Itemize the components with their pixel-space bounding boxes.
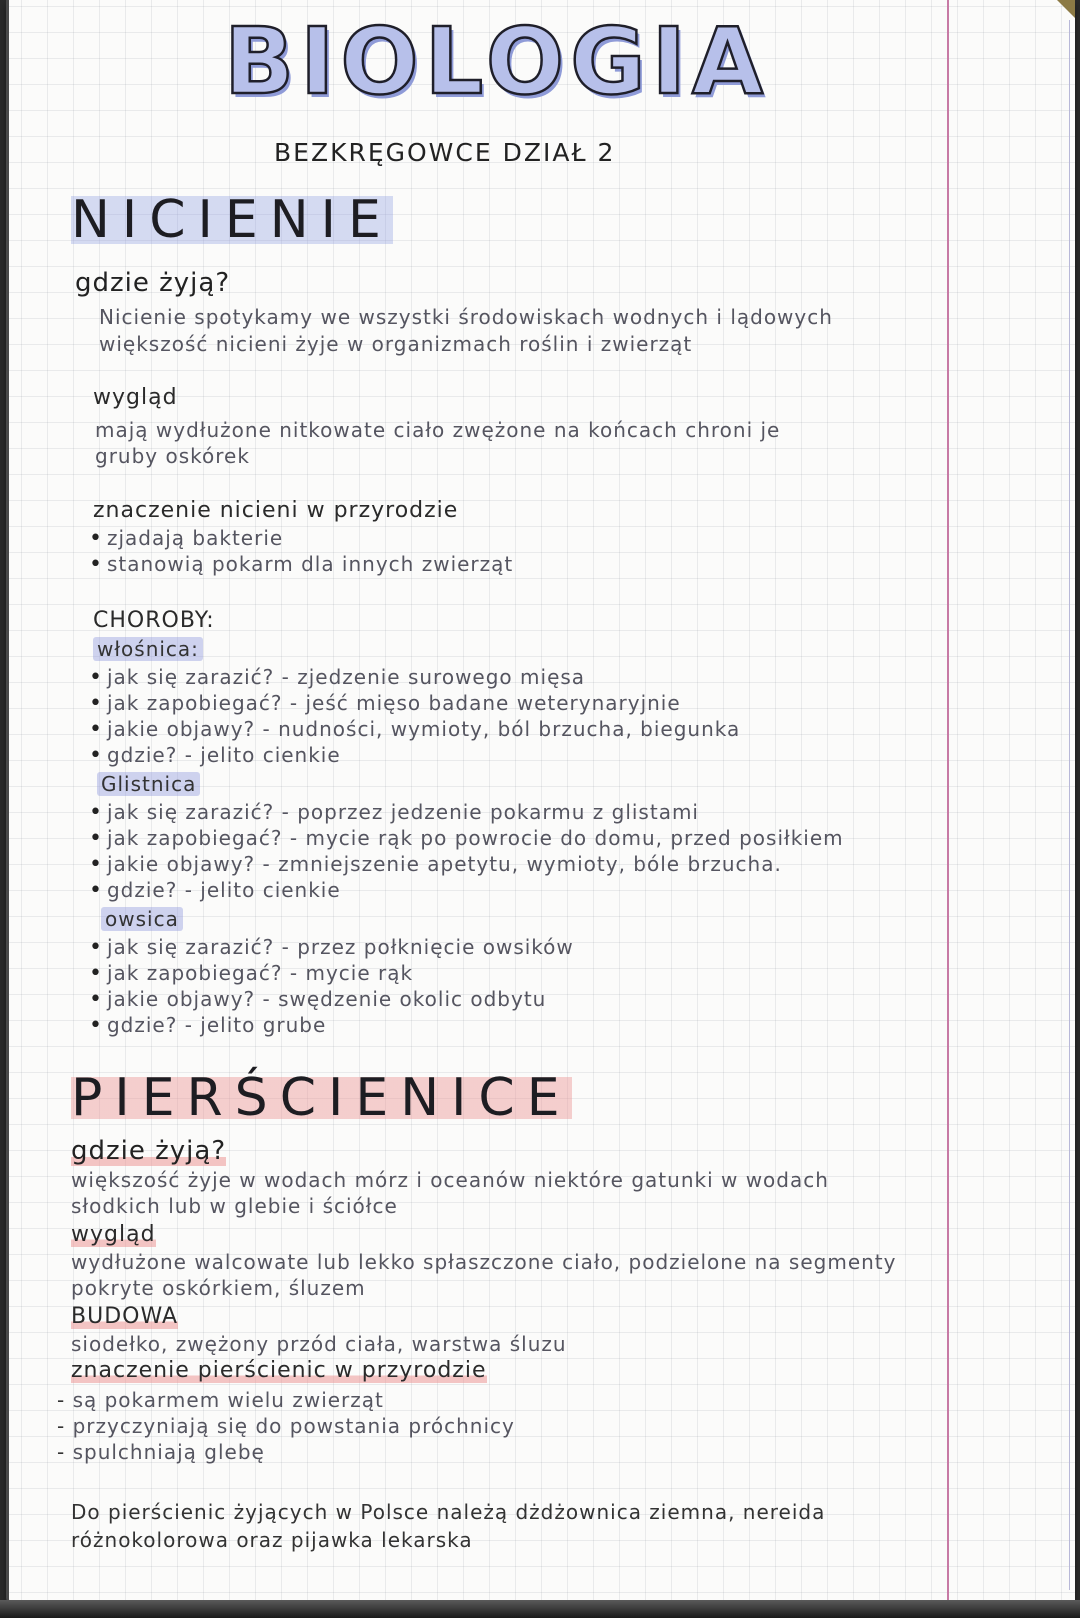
disease-item: • gdzie? - jelito grube [89, 1013, 326, 1038]
diseases-label: CHOROBY: [93, 608, 215, 633]
pierscienice-look-line: wydłużone walcowate lub lekko spłaszczone ciało, podzielone na segmenty [71, 1250, 897, 1274]
disease-item: • gdzie? - jelito cienkie [89, 743, 341, 768]
pierscienice-summary-line: różnokolorowa oraz pijawka lekarska [71, 1528, 473, 1552]
nicienie-look-line: gruby oskórek [95, 444, 250, 468]
pierscienice-structure-line: siodełko, zwężony przód ciała, warstwa śluzu [71, 1332, 567, 1356]
disease-name-owsica: owsica [101, 907, 183, 931]
disease-item: • jak zapobiegać? - mycie rąk po powrocie do domu, przed posiłkiem [89, 826, 844, 851]
page-corner [1057, 0, 1075, 18]
page-title: BIOLOGIA [224, 8, 770, 115]
disease-item: • jak się zarazić? - przez połknięcie owsików [89, 935, 574, 960]
pierscienice-look-label: wygląd [71, 1222, 156, 1247]
pierscienice-where-line: słodkich lub w glebie i ściółce [71, 1194, 398, 1218]
nicienie-where-question: gdzie żyją? [75, 268, 231, 298]
pierscienice-look-line: pokryte oskórkiem, śluzem [71, 1276, 366, 1300]
page-bottom-shadow [0, 1600, 1080, 1618]
disease-item: • jakie objawy? - zmniejszenie apetytu, wymioty, bóle brzucha. [89, 852, 782, 877]
pierscienice-summary-line: Do pierścienic żyjących w Polsce należą dżdżownica ziemna, nereida [71, 1500, 826, 1524]
disease-item: • jak zapobiegać? - jeść mięso badane weterynaryjnie [89, 691, 681, 716]
section-heading-nicienie: NICIENIE [71, 190, 393, 250]
nicienie-importance-label: znaczenie nicieni w przyrodzie [93, 498, 459, 523]
disease-item: • jak się zarazić? - poprzez jedzenie pokarmu z glistami [89, 800, 699, 825]
disease-item: • jak zapobiegać? - mycie rąk [89, 961, 413, 986]
pierscienice-importance-item: - przyczyniają się do powstania próchnicy [57, 1414, 515, 1438]
disease-item: • jak się zarazić? - zjedzenie surowego mięsa [89, 665, 585, 690]
nicienie-look-line: mają wydłużone nitkowate ciało zwężone na końcach chroni je [95, 418, 781, 442]
nicienie-importance-item: • stanowią pokarm dla innych zwierząt [89, 552, 513, 577]
pierscienice-structure-label: BUDOWA [71, 1304, 179, 1329]
disease-name-wlosnica: włośnica: [93, 637, 203, 661]
pierscienice-importance-label: znaczenie pierścienic w przyrodzie [71, 1358, 487, 1383]
disease-item: • gdzie? - jelito cienkie [89, 878, 341, 903]
section-heading-pierscienice: PIERŚCIENICE [71, 1068, 572, 1128]
disease-item: • jakie objawy? - swędzenie okolic odbytu [89, 987, 546, 1012]
nicienie-look-label: wygląd [93, 385, 178, 410]
margin-line [947, 0, 949, 1602]
nicienie-where-line: Nicienie spotykamy we wszystki środowiskach wodnych i lądowych [99, 305, 833, 329]
pierscienice-where-line: większość żyje w wodach mórz i oceanów niektóre gatunki w wodach [71, 1168, 829, 1192]
notebook-page [6, 0, 1075, 1602]
disease-item: • jakie objawy? - nudności, wymioty, ból brzucha, biegunka [89, 717, 740, 742]
page-subtitle: BEZKRĘGOWCE DZIAŁ 2 [274, 138, 616, 167]
pierscienice-where-question: gdzie żyją? [71, 1136, 227, 1166]
nicienie-where-line: większość nicieni żyje w organizmach roślin i zwierząt [99, 332, 693, 356]
page-edge [1069, 20, 1070, 1590]
pierscienice-importance-item: - spulchniają glebę [57, 1440, 265, 1464]
pierscienice-importance-item: - są pokarmem wielu zwierząt [57, 1388, 384, 1412]
disease-name-glistnica: Glistnica [97, 772, 200, 796]
nicienie-importance-item: • zjadają bakterie [89, 526, 283, 551]
